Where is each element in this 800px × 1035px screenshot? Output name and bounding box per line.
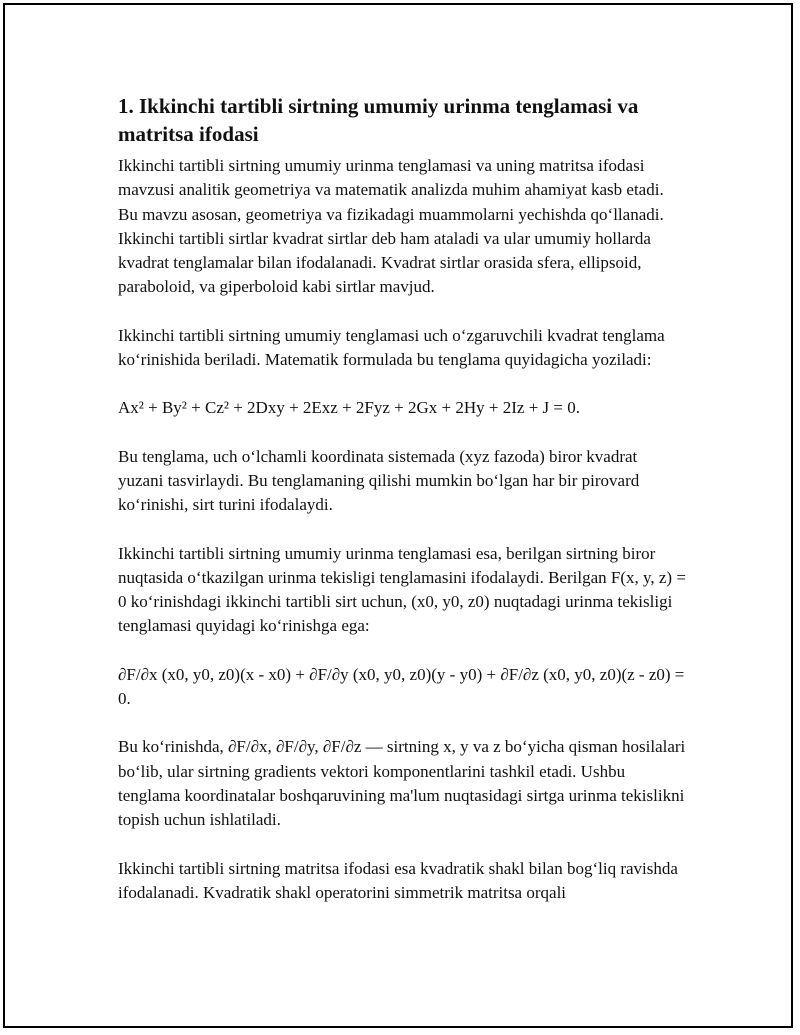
section-heading: 1. Ikkinchi tartibli sirtning umumiy urinma tenglamasi va matritsa ifodasi [118,94,639,146]
formula-tangent-plane: ∂F/∂x (x0, y0, z0)(x - x0) + ∂F/∂y (x0, y0, z0)(y - y0) + ∂F/∂z (x0, y0, z0)(z - z0) = 0. [118,664,685,709]
formula-general-equation: Ax² + By² + Cz² + 2Dxy + 2Exz + 2Fyz + 2Gx + 2Hy + 2Iz + J = 0. [118,398,580,418]
paragraph-tangent-plane: Ikkinchi tartibli sirtning umumiy urinma tenglamasi esa, berilgan sirtning biror nuqtasida o‘tkazilgan urinma tekisligi tenglamasini ifodalaydi. Berilgan F(x, y, z) = 0 ko‘rinishdagi ikkinchi tartibli sirt uchun, (x0, y0, z0) nuqtadagi urinma tekisligi tenglamasi quyidagi ko‘rinishga ega: [118,543,686,636]
paragraph-intro: Ikkinchi tartibli sirtning umumiy urinma tenglamasi va uning matritsa ifodasi mavzusi analitik geometriya va matematik analizda muhim ahamiyat kasb etadi. Bu mavzu asosan, geometriya va fizikadagi muammolarni yechishda qo‘llanadi. Ikkinchi tartibli sirtlar kvadrat sirtlar deb ham ataladi va ular umumiy hollarda kvadrat tenglamalar bilan ifodalanadi. Kvadrat sirtlar orasida sfera, ellipsoid, paraboloid, va giperboloid kabi sirtlar mavjud. [118,156,664,297]
paragraph-equation-meaning: Bu tenglama, uch o‘lchamli koordinata sistemada (xyz fazoda) biror kvadrat yuzani tasvirlaydi. Bu tenglamaning qilishi mumkin bo‘lgan har bir pirovard ko‘rinishi, sirt turini ifodalaydi. [118,446,640,515]
document-body [118,92,686,929]
paragraph-partial-derivatives: Bu ko‘rinishda, ∂F/∂x, ∂F/∂y, ∂F/∂z — sirtning x, y va z bo‘yicha qisman hosilalari bo‘lib, ular sirtning gradients vektori komponentlarini tashkil etadi. Ushbu tenglama koordinatalar boshqaruvining ma'lum nuqtasidagi sirtga urinma tekislikni topish uchun ishlatiladi. [118,737,686,830]
paragraph-general-equation: Ikkinchi tartibli sirtning umumiy tenglamasi uch o‘zgaruvchili kvadrat tenglama ko‘rinishida beriladi. Matematik formulada bu tenglama quyidagicha yoziladi: [118,325,665,370]
paragraph-matrix-form: Ikkinchi tartibli sirtning matritsa ifodasi esa kvadratik shakl bilan bog‘liq ravishda ifodalanadi. Kvadratik shakl operatorini simmetrik matritsa orqali [118,858,678,902]
